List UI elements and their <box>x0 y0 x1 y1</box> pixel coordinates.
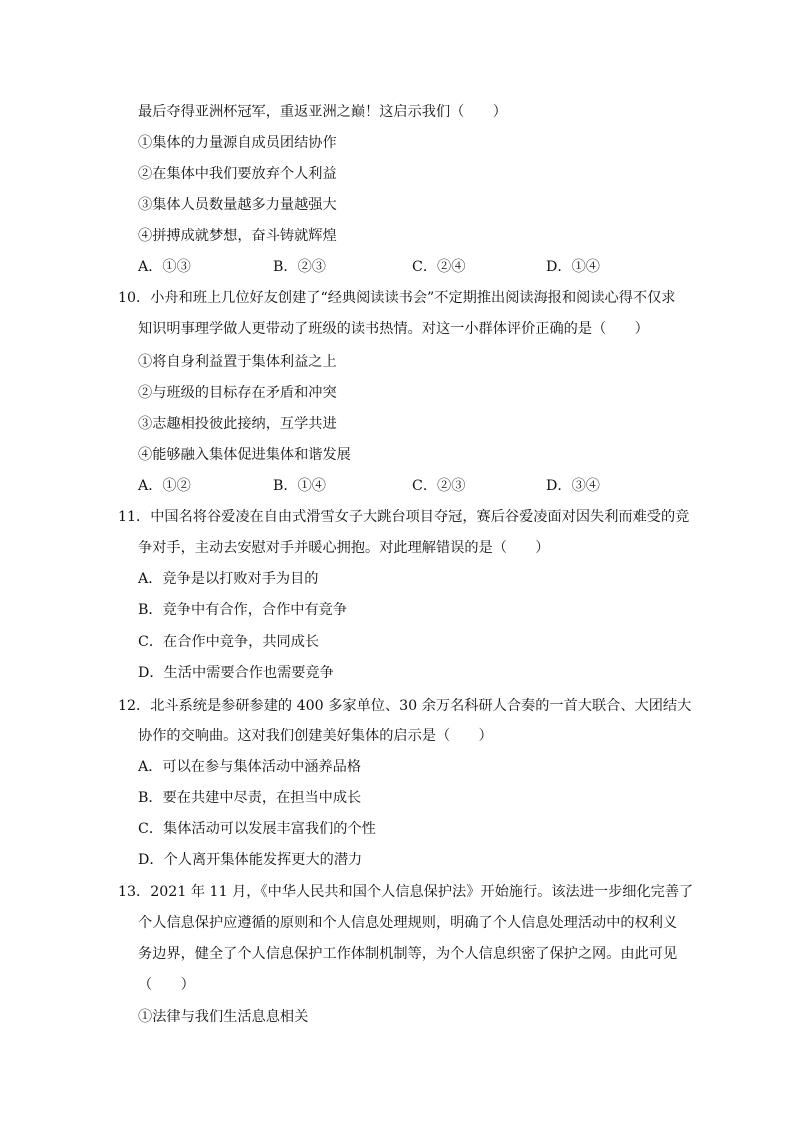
q10-item-1: ①将自身利益置于集体利益之上 <box>138 354 337 370</box>
q10-item-2: ②与班级的目标存在矛盾和冲突 <box>138 385 337 401</box>
q11-option-c[interactable]: C．在合作中竞争，共同成长 <box>138 634 320 650</box>
q10-stem-line-1: 10．小舟和班上几位好友创建了“经典阅读读书会”不定期推出阅读海报和阅读心得不仅求 <box>118 290 676 306</box>
q11-option-b[interactable]: B．竞争中有合作，合作中有竞争 <box>138 602 348 618</box>
q9-option-d[interactable]: D．①④ <box>546 259 600 275</box>
q9-option-a[interactable]: A．①③ <box>138 259 191 275</box>
q13-stem-line-3: 务边界，健全了个人信息保护工作体制机制等，为个人信息织密了保护之网。由此可见 <box>138 946 678 962</box>
q10-option-d[interactable]: D．③④ <box>546 478 600 494</box>
q10-option-c[interactable]: C．②③ <box>412 478 466 494</box>
q10-stem-line-2: 知识明事理学做人更带动了班级的读书热情。对这一小群体评价正确的是（ ） <box>138 321 649 337</box>
q10-option-b[interactable]: B．①④ <box>273 478 326 494</box>
q13-stem-line-4: （ ） <box>138 977 195 993</box>
q13-stem-line-2: 个人信息保护应遵循的原则和个人信息处理规则，明确了个人信息处理活动中的权利义 <box>138 915 678 931</box>
q9-item-4: ④拼搏成就梦想，奋斗铸就辉煌 <box>138 228 337 244</box>
q11-option-a[interactable]: A．竞争是以打败对手为目的 <box>138 571 319 587</box>
q10-item-3: ③志趣相投彼此接纳，互学共进 <box>138 416 337 432</box>
q9-option-c[interactable]: C．②④ <box>412 259 466 275</box>
q12-option-d[interactable]: D．个人离开集体能发挥更大的潜力 <box>138 852 363 868</box>
q11-option-d[interactable]: D．生活中需要合作也需要竞争 <box>138 665 334 681</box>
q9-stem-tail: 最后夺得亚洲杯冠军，重返亚洲之巅！这启示我们（ ） <box>138 104 507 120</box>
q12-stem-line-1: 12．北斗系统是参研参建的 400 多家单位、30 余万名科研人合奏的一首大联合、大团结大 <box>118 698 692 714</box>
q13-item-1: ①法律与我们生活息息相关 <box>138 1009 309 1025</box>
q9-item-1: ①集体的力量源自成员团结协作 <box>138 135 337 151</box>
q9-item-2: ②在集体中我们要放弃个人利益 <box>138 166 337 182</box>
q11-stem-line-1: 11．中国名将谷爱凌在自由式滑雪女子大跳台项目夺冠，赛后谷爱凌面对因失利而难受的竞 <box>118 509 690 525</box>
q12-option-a[interactable]: A．可以在参与集体活动中涵养品格 <box>138 759 362 775</box>
q12-stem-line-2: 协作的交响曲。这对我们创建美好集体的启示是（ ） <box>138 728 493 744</box>
q9-item-3: ③集体人员数量越多力量越强大 <box>138 197 337 213</box>
q13-stem-line-1: 13．2021 年 11 月，《中华人民共和国个人信息保护法》开始施行。该法进一步细化完善了 <box>118 884 694 900</box>
q11-stem-line-2: 争对手，主动去安慰对手并暖心拥抱。对此理解错误的是（ ） <box>138 540 550 556</box>
q10-item-4: ④能够融入集体促进集体和谐发展 <box>138 447 351 463</box>
q10-option-a[interactable]: A．①② <box>138 478 191 494</box>
q12-option-c[interactable]: C．集体活动可以发展丰富我们的个性 <box>138 821 376 837</box>
q12-option-b[interactable]: B．要在共建中尽责，在担当中成长 <box>138 790 362 806</box>
q9-option-b[interactable]: B．②③ <box>273 259 326 275</box>
